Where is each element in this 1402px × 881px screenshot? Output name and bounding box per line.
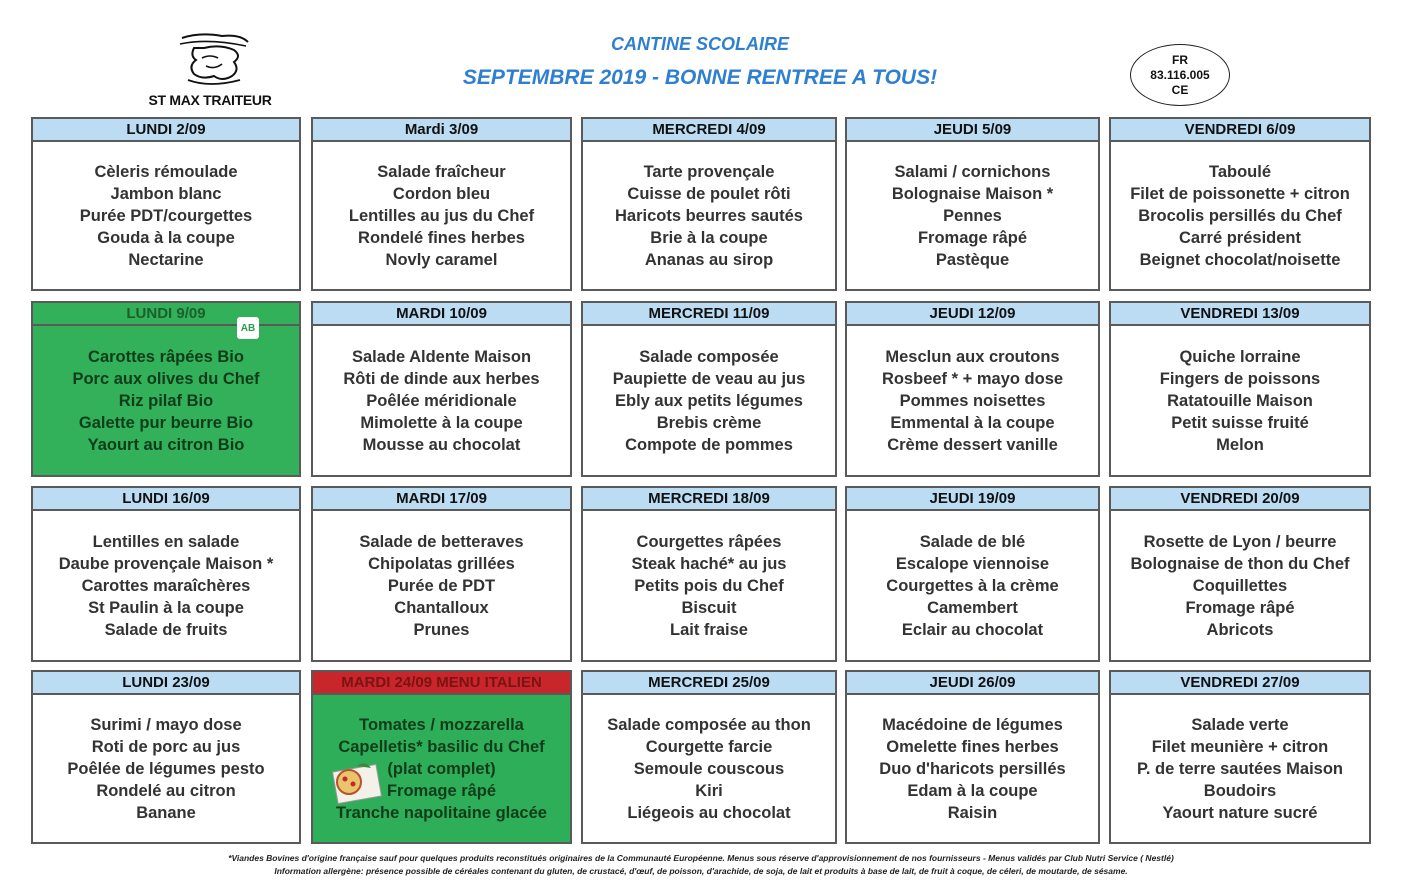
- day-cell: [31, 301, 301, 477]
- menu-items: [313, 511, 570, 660]
- menu-item: Crème dessert vanille: [887, 435, 1058, 454]
- day-cell: [1109, 301, 1371, 477]
- day-header: VENDREDI 20/09: [1111, 488, 1369, 511]
- day-cell: [1109, 117, 1371, 291]
- menu-items: [847, 142, 1098, 289]
- menu-item: Poêlée de légumes pesto: [67, 759, 265, 778]
- menu-item: Edam à la coupe: [907, 781, 1038, 800]
- footer-line: *Viandes Bovines d'origine française sauf pour quelques produits reconstitués originaires de la Communauté Européenne. Menus sous réserve d'approvisionnement de nos fournisseurs - Menus validés par Club Nutri Service ( Nestlé): [228, 853, 1174, 863]
- menu-item: Yaourt nature sucré: [1162, 803, 1318, 822]
- day-header: MARDI 10/09: [313, 303, 570, 326]
- menu-item: Fromage râpé: [1185, 598, 1295, 617]
- menu-item: Rondelé au citron: [96, 781, 236, 800]
- day-cell: [845, 301, 1100, 477]
- menu-item: Courgette farcie: [645, 737, 773, 756]
- menu-item: Quiche lorraine: [1179, 347, 1301, 366]
- menu-item: Salade composée au thon: [607, 715, 811, 734]
- menu-item: Emmental à la coupe: [890, 413, 1055, 432]
- menu-item: Salade de blé: [919, 532, 1026, 551]
- menu-item: Lentilles au jus du Chef: [348, 206, 535, 225]
- menu-items: [33, 326, 299, 475]
- menu-item: Mousse au chocolat: [362, 435, 521, 454]
- menu-item: Rondelé fines herbes: [358, 228, 525, 247]
- menu-item: Novly caramel: [385, 250, 498, 269]
- menu-item: (plat complet): [387, 759, 496, 778]
- menu-item: Rosbeef * + mayo dose: [881, 369, 1064, 388]
- day-header: JEUDI 19/09: [847, 488, 1098, 511]
- menu-item: Eclair au chocolat: [901, 620, 1044, 639]
- menu-item: Filet de poissonette + citron: [1130, 184, 1350, 203]
- menu-items: [1111, 142, 1369, 289]
- day-cell: [581, 486, 837, 662]
- menu-item: Salami / cornichons: [894, 162, 1051, 181]
- menu-items: [1111, 511, 1369, 660]
- day-header: LUNDI 9/09: [33, 303, 299, 326]
- menu-item: Petits pois du Chef: [634, 576, 784, 595]
- menu-item: Paupiette de veau au jus: [612, 369, 806, 388]
- day-header: LUNDI 2/09: [33, 119, 299, 142]
- menu-item: Mimolette à la coupe: [360, 413, 523, 432]
- day-cell: [845, 117, 1100, 291]
- day-header: JEUDI 12/09: [847, 303, 1098, 326]
- menu-item: Purée de PDT: [387, 576, 496, 595]
- day-cell: [581, 670, 837, 844]
- menu-items: [583, 142, 835, 289]
- menu-items: [847, 326, 1098, 475]
- menu-items: [1111, 695, 1369, 842]
- chef-logo-icon: [160, 30, 260, 92]
- day-header: LUNDI 23/09: [33, 672, 299, 695]
- day-cell: [311, 117, 572, 291]
- menu-item: Salade fraîcheur: [377, 162, 506, 181]
- menu-item: Rosette de Lyon / beurre: [1143, 532, 1337, 551]
- menu-item: Courgettes râpées: [636, 532, 782, 551]
- menu-item: Omelette fines herbes: [886, 737, 1059, 756]
- day-header: MERCREDI 4/09: [583, 119, 835, 142]
- organic-label-icon: AB: [237, 317, 259, 339]
- day-cell: [31, 670, 301, 844]
- menu-items: [313, 326, 570, 475]
- logo: [140, 30, 280, 114]
- menu-item: Ananas au sirop: [644, 250, 774, 269]
- day-cell: [845, 670, 1100, 844]
- menu-item: Banane: [136, 803, 196, 822]
- menu-item: Tomates / mozzarella: [359, 715, 524, 734]
- day-cell: [311, 670, 572, 844]
- menu-item: Raisin: [947, 803, 998, 822]
- day-cell: [581, 117, 837, 291]
- menu-item: Salade de fruits: [104, 620, 228, 639]
- menu-item: P. de terre sautées Maison: [1136, 759, 1344, 778]
- menu-item: Courgettes à la crème: [886, 576, 1059, 595]
- menu-item: Salade verte: [1191, 715, 1289, 734]
- menu-item: Steak haché* au jus: [631, 554, 787, 573]
- menu-item: Jambon blanc: [110, 184, 222, 203]
- menu-item: Carottes râpées Bio: [88, 347, 244, 366]
- menu-item: Macédoine de légumes: [882, 715, 1063, 734]
- menu-item: Taboulé: [1208, 162, 1272, 181]
- day-cell: [31, 117, 301, 291]
- menu-item: Fromage râpé: [386, 781, 497, 800]
- menu-item: Melon: [1216, 435, 1264, 454]
- menu-item: Carottes maraîchères: [81, 576, 251, 595]
- day-cell: [1109, 670, 1371, 844]
- menu-item: Riz pilaf Bio: [118, 391, 214, 410]
- menu-item: Brebis crème: [656, 413, 762, 432]
- menu-item: Chantalloux: [394, 598, 489, 617]
- menu-items: [33, 511, 299, 660]
- page-title: CANTINE SCOLAIRE: [610, 34, 789, 54]
- menu-item: Coquillettes: [1192, 576, 1288, 595]
- day-cell: [311, 301, 572, 477]
- menu-item: Tarte provençale: [643, 162, 775, 181]
- logo-text: ST MAX TRAITEUR: [148, 92, 272, 108]
- menu-item: Bolognaise Maison *: [891, 184, 1054, 203]
- menu-item: Filet meunière + citron: [1151, 737, 1329, 756]
- menu-item: Brocolis persillés du Chef: [1138, 206, 1342, 225]
- menu-item: Salade de betteraves: [359, 532, 524, 551]
- menu-item: Ratatouille Maison: [1167, 391, 1313, 410]
- menu-item: Porc aux olives du Chef: [72, 369, 260, 388]
- menu-item: Brie à la coupe: [650, 228, 768, 247]
- menu-item: Pastèque: [935, 250, 1010, 269]
- menu-items: [847, 695, 1098, 842]
- stamp-line: CE: [1171, 82, 1189, 97]
- menu-items: [33, 695, 299, 842]
- menu-item: Capelletis* basilic du Chef: [338, 737, 545, 756]
- menu-item: Surimi / mayo dose: [90, 715, 242, 734]
- menu-item: Beignet chocolat/noisette: [1139, 250, 1341, 269]
- menu-item: Petit suisse fruité: [1171, 413, 1309, 432]
- menu-item: Galette pur beurre Bio: [78, 413, 254, 432]
- menu-items: [583, 326, 835, 475]
- day-header: VENDREDI 27/09: [1111, 672, 1369, 695]
- menu-item: Biscuit: [681, 598, 737, 617]
- menu-items: [583, 695, 835, 842]
- menu-item: Cèleris rémoulade: [94, 162, 238, 181]
- menu-item: St Paulin à la coupe: [88, 598, 244, 617]
- menu-item: Daube provençale Maison *: [58, 554, 274, 573]
- menu-item: Poêlée méridionale: [366, 391, 517, 410]
- menu-item: Camembert: [927, 598, 1018, 617]
- day-header: VENDREDI 6/09: [1111, 119, 1369, 142]
- stamp-line: 83.116.005: [1150, 67, 1210, 82]
- menu-item: Prunes: [413, 620, 470, 639]
- day-header: MARDI 17/09: [313, 488, 570, 511]
- day-cell: [1109, 486, 1371, 662]
- menu-item: Fromage râpé: [917, 228, 1028, 247]
- stamp-line: FR: [1172, 52, 1188, 67]
- menu-item: Escalope viennoise: [895, 554, 1050, 573]
- day-header: MERCREDI 11/09: [583, 303, 835, 326]
- menu-item: Carré président: [1179, 228, 1301, 247]
- day-header: MERCREDI 25/09: [583, 672, 835, 695]
- menu-item: Tranche napolitaine glacée: [336, 803, 547, 822]
- menu-item: Mesclun aux croutons: [885, 347, 1060, 366]
- menu-item: Lentilles en salade: [92, 532, 240, 551]
- menu-item: Salade Aldente Maison: [351, 347, 532, 366]
- menu-item: Gouda à la coupe: [97, 228, 235, 247]
- menu-item: Ebly aux petits légumes: [615, 391, 803, 410]
- menu-item: Haricots beurres sautés: [614, 206, 803, 225]
- menu-item: Purée PDT/courgettes: [79, 206, 253, 225]
- menu-item: Salade composée: [639, 347, 779, 366]
- menu-items: [313, 142, 570, 289]
- menu-item: Nectarine: [128, 250, 204, 269]
- menu-item: Pennes: [943, 206, 1002, 225]
- menu-items: [33, 142, 299, 289]
- menu-item: Kiri: [695, 781, 723, 800]
- menu-item: Compote de pommes: [625, 435, 793, 454]
- pizza-icon: [327, 758, 385, 806]
- day-header: VENDREDI 13/09: [1111, 303, 1369, 326]
- day-header: JEUDI 26/09: [847, 672, 1098, 695]
- day-header: LUNDI 16/09: [33, 488, 299, 511]
- menu-item: Rôti de dinde aux herbes: [343, 369, 540, 388]
- day-cell: [31, 486, 301, 662]
- menu-item: Roti de porc au jus: [91, 737, 241, 756]
- menu-items: [583, 511, 835, 660]
- menu-item: Duo d'haricots persillés: [879, 759, 1066, 778]
- menu-item: Semoule couscous: [633, 759, 785, 778]
- menu-item: Yaourt au citron Bio: [87, 435, 245, 454]
- menu-item: Fingers de poissons: [1159, 369, 1321, 388]
- menu-item: Boudoirs: [1203, 781, 1277, 800]
- day-header: Mardi 3/09: [313, 119, 570, 142]
- day-cell: [311, 486, 572, 662]
- day-cell: [581, 301, 837, 477]
- day-cell: [845, 486, 1100, 662]
- day-header: MARDI 24/09 MENU ITALIEN: [313, 672, 570, 695]
- menu-item: Cuisse de poulet rôti: [627, 184, 791, 203]
- health-stamp: [1130, 44, 1230, 106]
- footer-notes: [20, 852, 1382, 878]
- menu-items: [847, 511, 1098, 660]
- menu-item: Liégeois au chocolat: [627, 803, 791, 822]
- menu-item: Cordon bleu: [392, 184, 491, 203]
- day-header: JEUDI 5/09: [847, 119, 1098, 142]
- menu-item: Chipolatas grillées: [368, 554, 515, 573]
- footer-line: Information allergène: présence possible de céréales contenant du gluten, de crustacé, d'œuf, de poisson, d'arachide, de soja, de lait et produits à base de lait, de fruit à coque, de céleri, de moutarde, de sésame.: [274, 866, 1128, 876]
- day-header: MERCREDI 18/09: [583, 488, 835, 511]
- menu-item: Abricots: [1206, 620, 1274, 639]
- menu-item: Lait fraise: [670, 620, 748, 639]
- menu-items: [1111, 326, 1369, 475]
- menu-item: Pommes noisettes: [899, 391, 1046, 410]
- menu-item: Bolognaise de thon du Chef: [1130, 554, 1350, 573]
- page-subtitle: SEPTEMBRE 2019 - BONNE RENTREE A TOUS!: [462, 66, 938, 89]
